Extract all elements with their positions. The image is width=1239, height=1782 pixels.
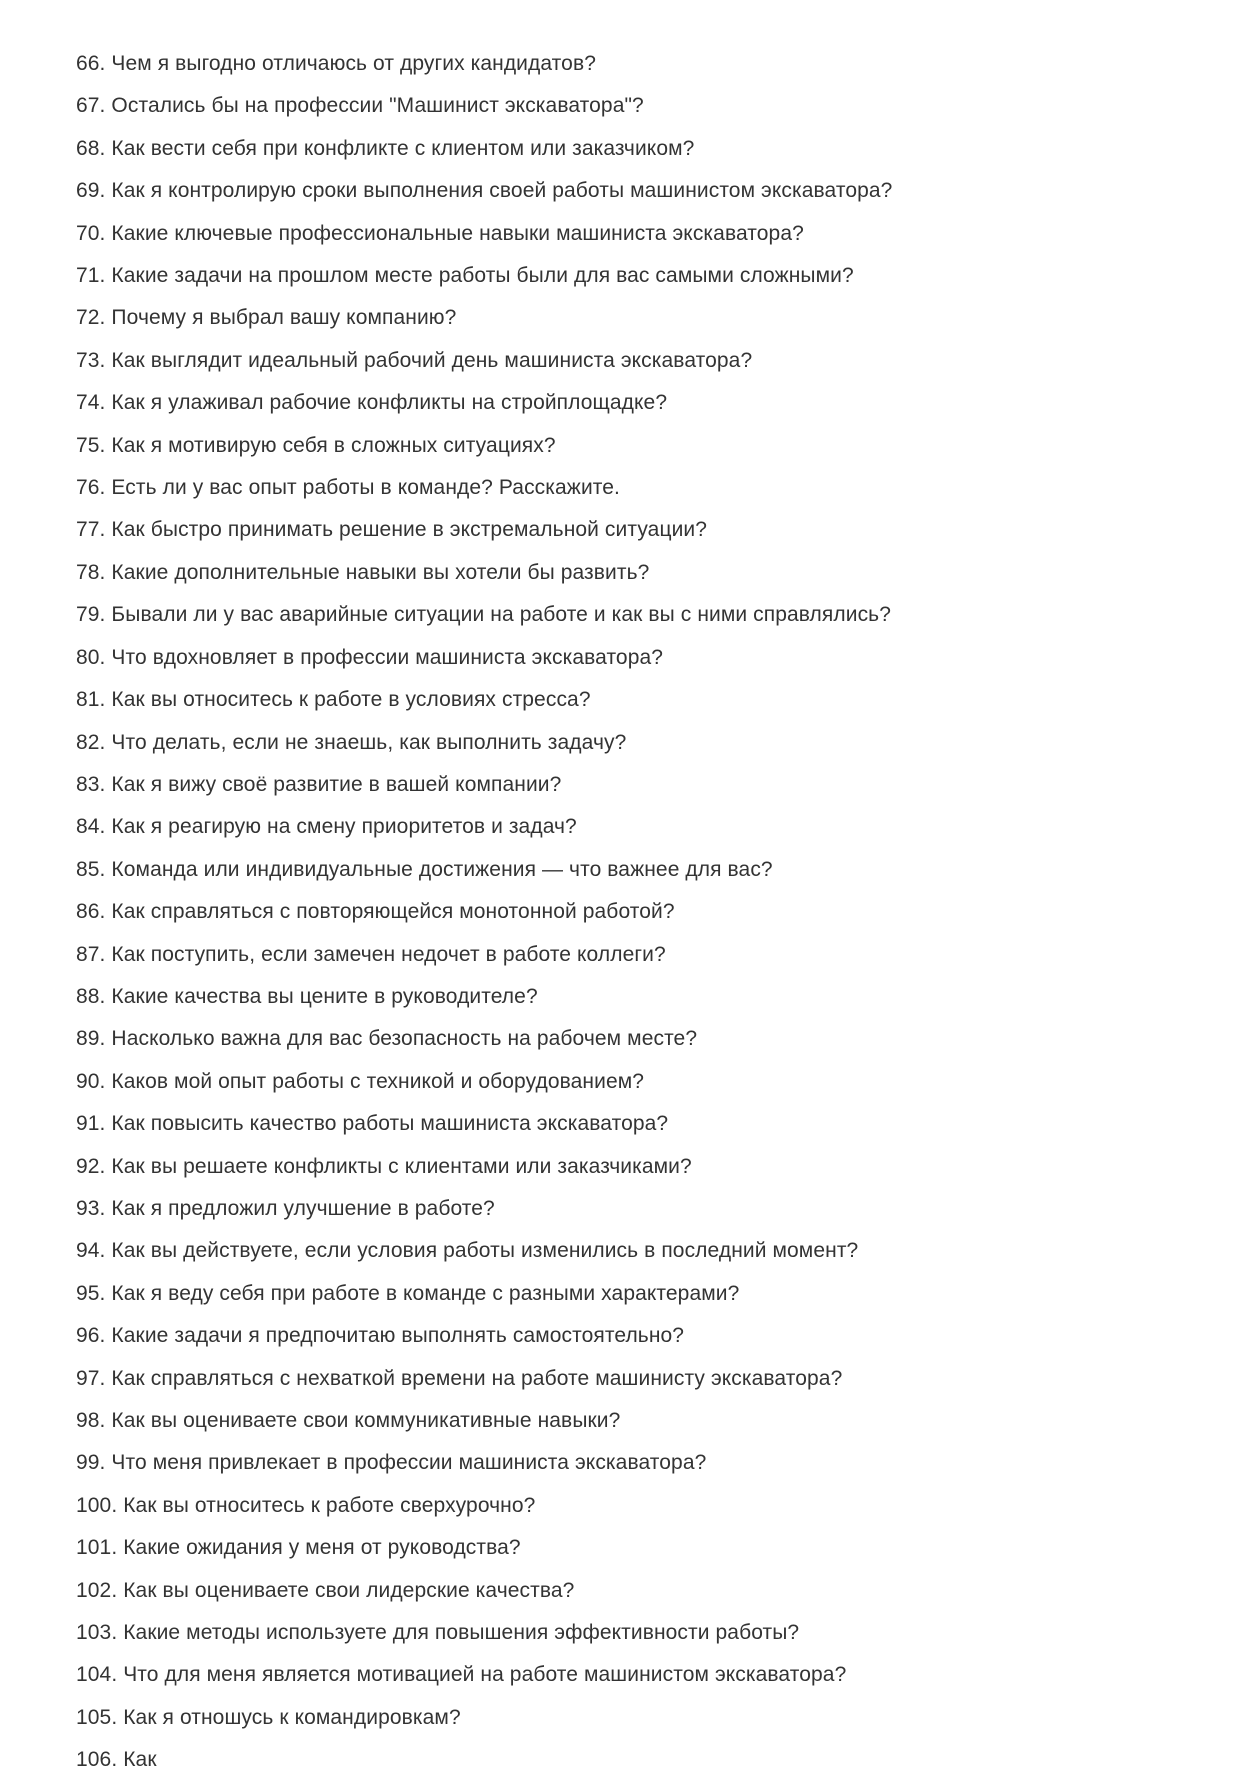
question-item: 71. Какие задачи на прошлом месте работы были для вас самыми сложными? xyxy=(76,264,854,288)
question-item-partial: 106. Как xyxy=(76,1748,157,1772)
question-item: 98. Как вы оцениваете свои коммуникативные навыки? xyxy=(76,1409,621,1432)
question-list xyxy=(76,43,1199,1782)
question-item: 105. Как я отношусь к командировкам? xyxy=(76,1705,461,1729)
question-item: 85. Команда или индивидуальные достижения — что важнее для вас? xyxy=(76,857,773,881)
question-item: 89. Насколько важна для вас безопасность на рабочем месте? xyxy=(76,1027,698,1051)
question-item: 79. Бывали ли у вас аварийные ситуации на работе и как вы с ними справлялись? xyxy=(76,603,891,627)
question-item: 81. Как вы относитесь к работе в условиях стресса? xyxy=(76,688,591,712)
question-item: 77. Как быстро принимать решение в экстремальной ситуации? xyxy=(76,518,708,542)
question-item: 68. Как вести себя при конфликте с клиентом или заказчиком? xyxy=(76,136,695,160)
question-item: 94. Как вы действуете, если условия работы изменились в последний момент? xyxy=(76,1239,859,1263)
question-item: 86. Как справляться с повторяющейся монотонной работой? xyxy=(76,900,675,924)
question-item: 82. Что делать, если не знаешь, как выполнить задачу? xyxy=(76,730,627,754)
question-item: 74. Как я улаживал рабочие конфликты на стройплощадке? xyxy=(76,391,668,415)
question-item: 104. Что для меня является мотивацией на работе машинистом экскаватора? xyxy=(76,1663,847,1687)
question-item: 103. Какие методы используете для повышения эффективности работы? xyxy=(76,1621,800,1645)
question-item: 87. Как поступить, если замечен недочет в работе коллеги? xyxy=(76,942,666,966)
question-item: 100. Как вы относитесь к работе сверхурочно? xyxy=(76,1493,536,1517)
question-item: 99. Что меня привлекает в профессии машиниста экскаватора? xyxy=(76,1451,707,1475)
question-item: 93. Как я предложил улучшение в работе? xyxy=(76,1196,495,1220)
question-item: 70. Какие ключевые профессиональные навыки машиниста экскаватора? xyxy=(76,221,804,245)
question-item: 66. Чем я выгодно отличаюсь от других кандидатов? xyxy=(76,52,596,75)
question-item: 96. Какие задачи я предпочитаю выполнять самостоятельно? xyxy=(76,1324,685,1348)
question-item: 72. Почему я выбрал вашу компанию? xyxy=(76,306,457,330)
question-item: 73. Как выглядит идеальный рабочий день машиниста экскаватора? xyxy=(76,348,753,372)
question-item: 67. Остались бы на профессии "Машинист экскаватора"? xyxy=(76,94,644,118)
question-item: 91. Как повысить качество работы машиниста экскаватора? xyxy=(76,1112,669,1136)
question-item: 84. Как я реагирую на смену приоритетов и задач? xyxy=(76,815,577,839)
question-item: 92. Как вы решаете конфликты с клиентами или заказчиками? xyxy=(76,1154,692,1178)
question-item: 101. Какие ожидания у меня от руководства? xyxy=(76,1536,521,1560)
question-item: 102. Как вы оцениваете свои лидерские качества? xyxy=(76,1578,575,1602)
question-item: 90. Каков мой опыт работы с техникой и оборудованием? xyxy=(76,1069,645,1093)
question-item: 69. Как я контролирую сроки выполнения своей работы машинистом экскаватора? xyxy=(76,179,893,203)
question-item: 97. Как справляться с нехваткой времени на работе машинисту экскаватора? xyxy=(76,1366,843,1390)
question-item: 88. Какие качества вы цените в руководителе? xyxy=(76,984,538,1008)
question-item: 75. Как я мотивирую себя в сложных ситуациях? xyxy=(76,433,556,457)
question-item: 83. Как я вижу своё развитие в вашей компании? xyxy=(76,772,562,796)
question-item: 95. Как я веду себя при работе в команде с разными характерами? xyxy=(76,1281,740,1305)
question-item: 80. Что вдохновляет в профессии машиниста экскаватора? xyxy=(76,645,664,669)
question-item: 78. Какие дополнительные навыки вы хотели бы развить? xyxy=(76,560,650,584)
question-item: 76. Есть ли у вас опыт работы в команде? Расскажите. xyxy=(76,476,620,500)
